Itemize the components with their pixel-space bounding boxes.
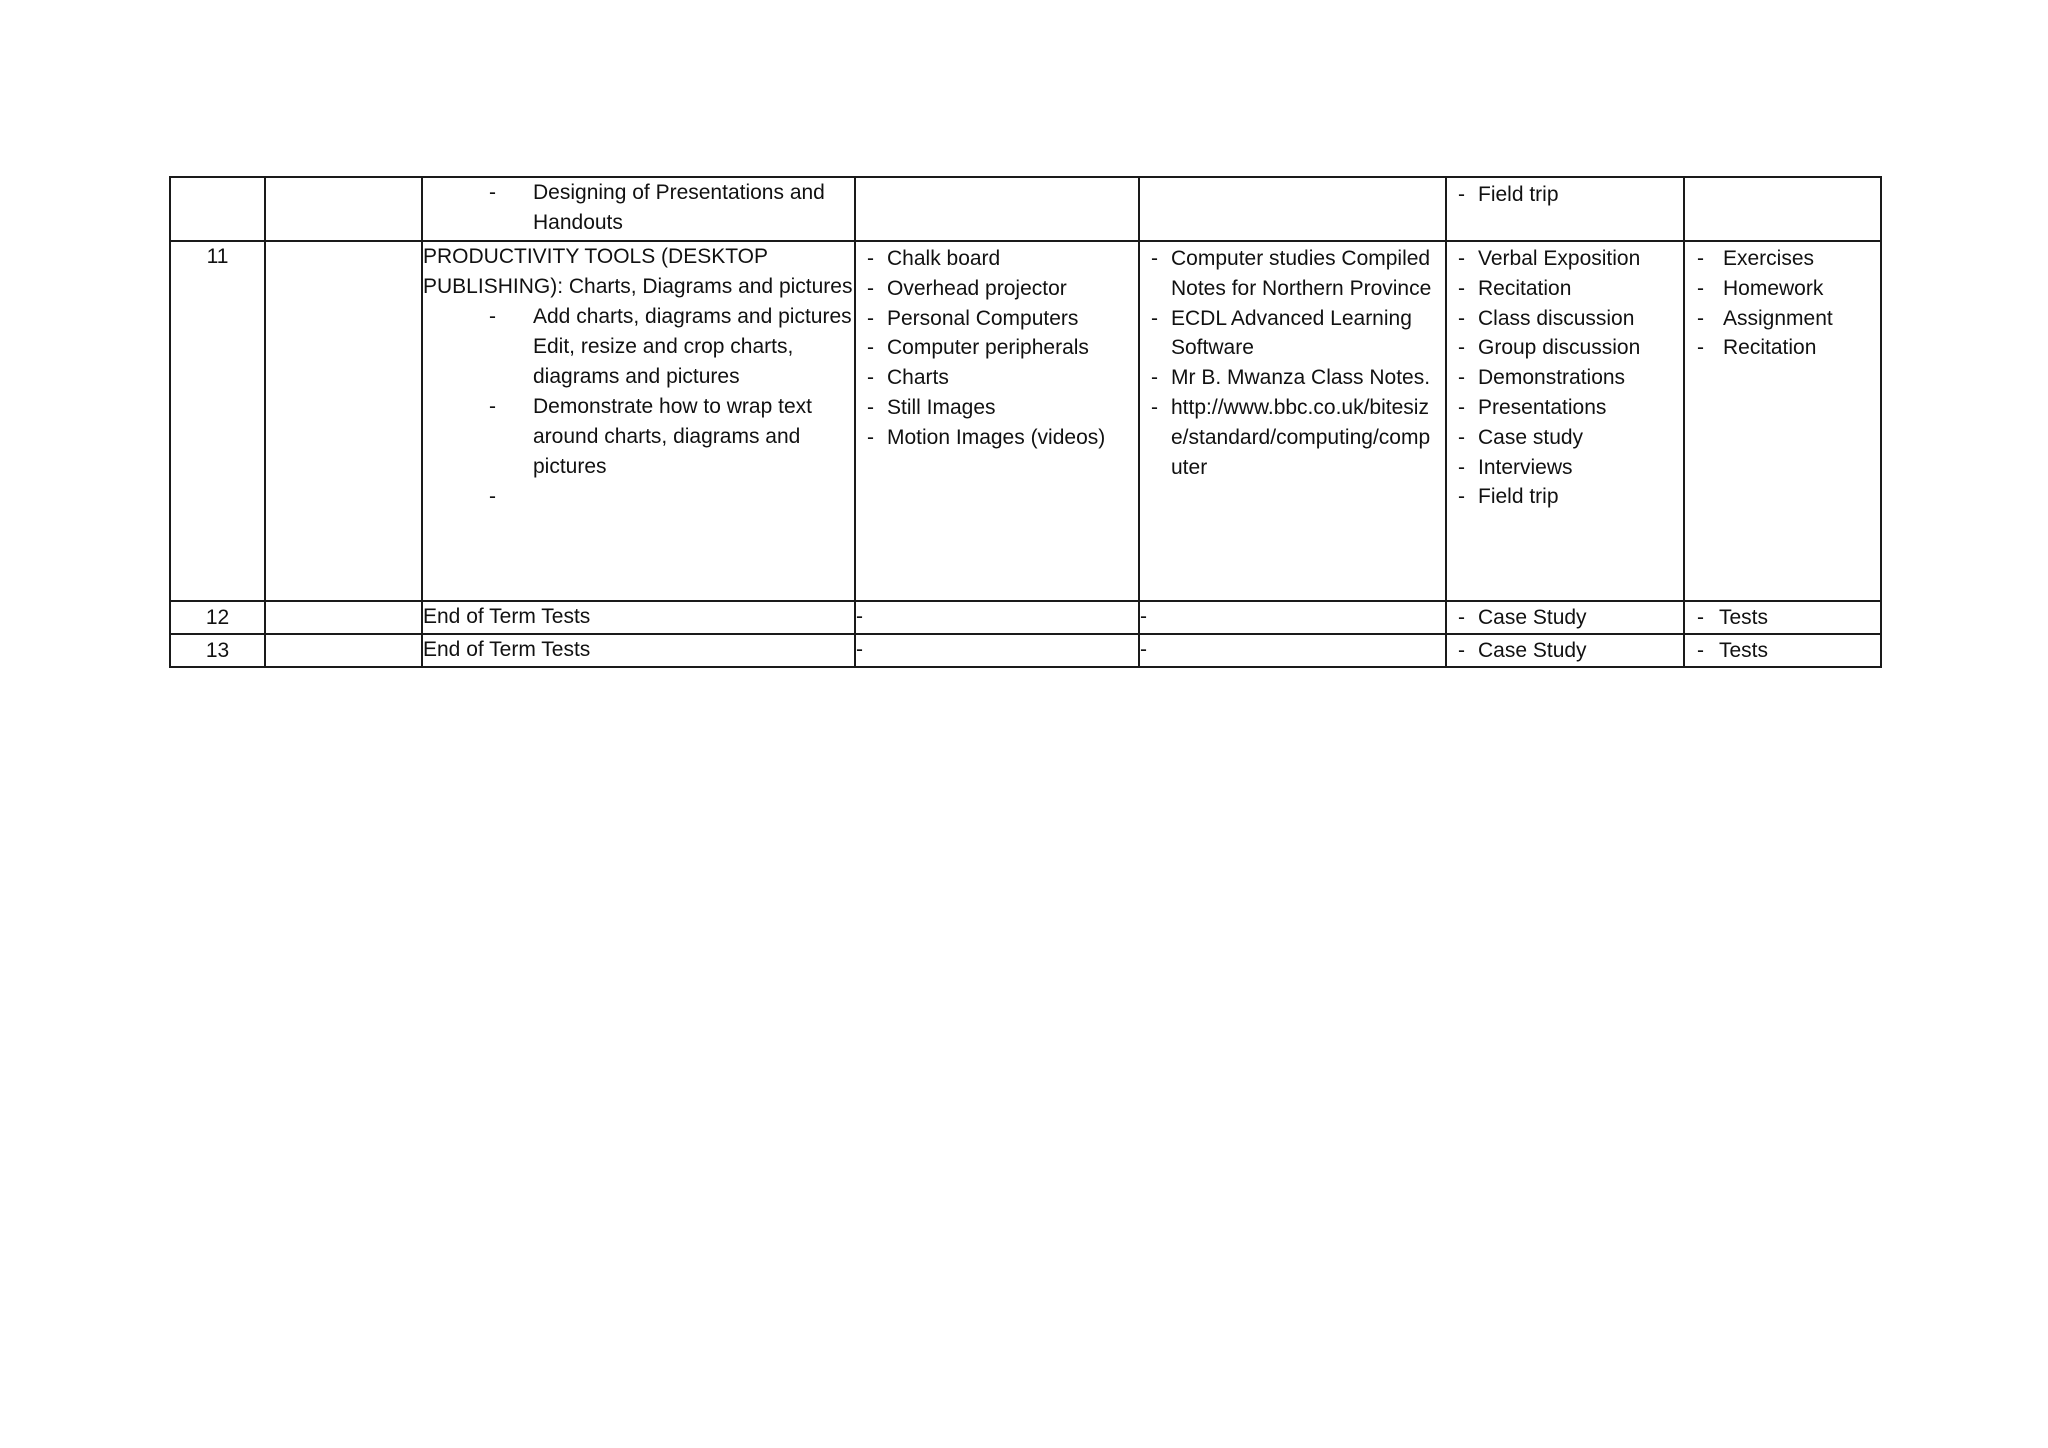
list-item-text: Demonstrations <box>1478 366 1626 390</box>
dash-bullet: - <box>489 181 496 204</box>
list-item <box>1458 423 1675 453</box>
subtopic-text: Add charts, diagrams and pictures Edit, resize and crop charts, diagrams and pictures <box>533 305 852 388</box>
list-item <box>1151 304 1437 364</box>
methods-list <box>1447 242 1683 512</box>
dash-bullet: - <box>1151 306 1158 330</box>
list-item-text: Tests <box>1719 639 1769 662</box>
list-item <box>867 393 1130 423</box>
list-item-text: Verbal Exposition <box>1478 247 1641 270</box>
dash-bullet: - <box>867 395 874 419</box>
dash-bullet: - <box>1458 395 1465 419</box>
list-item <box>867 423 1130 453</box>
dash-bullet: - <box>489 395 496 418</box>
subtopic-item <box>423 302 854 392</box>
dash-bullet: - <box>1151 247 1158 270</box>
references-cell: - <box>1139 601 1446 634</box>
list-item-text: Personal Computers <box>887 306 1079 330</box>
list-item-text: Case Study <box>1478 639 1587 662</box>
date-cell <box>265 241 422 601</box>
list-item-text: Case study <box>1478 425 1584 449</box>
methods-cell <box>1446 601 1684 634</box>
week-cell: 13 <box>170 634 265 667</box>
teaching-aids-cell: - <box>855 601 1139 634</box>
dash-bullet: - <box>1697 247 1704 270</box>
list-item <box>1151 363 1437 393</box>
table-row <box>170 241 1881 601</box>
dash-bullet: - <box>867 425 874 449</box>
subtopic-text: Designing of Presentations and Handouts <box>533 181 825 234</box>
methods-list <box>1447 635 1683 666</box>
list-item-text: Charts <box>887 366 949 390</box>
list-item <box>1458 453 1675 483</box>
list-item <box>1697 244 1872 274</box>
assessment-cell <box>1684 601 1881 634</box>
list-item <box>1458 363 1675 393</box>
references-cell <box>1139 241 1446 601</box>
week-cell <box>170 177 265 241</box>
subtopic-list <box>423 302 854 512</box>
dash-bullet: - <box>1458 336 1465 360</box>
list-item <box>1697 636 1872 666</box>
subtopic-text <box>533 485 539 508</box>
assessment-cell <box>1684 241 1881 601</box>
list-item-text: Chalk board <box>887 247 1001 270</box>
dash-bullet: - <box>1458 306 1465 330</box>
methods-cell <box>1446 177 1684 241</box>
date-cell <box>265 601 422 634</box>
list-item <box>867 363 1130 393</box>
list-item <box>1458 333 1675 363</box>
list-item <box>1151 244 1437 304</box>
list-item <box>1458 274 1675 304</box>
list-item <box>1458 393 1675 423</box>
list-item-text: Mr B. Mwanza Class Notes. <box>1171 366 1431 390</box>
dash-bullet: - <box>1458 366 1465 390</box>
dash-bullet: - <box>489 485 496 508</box>
teaching-aids-cell <box>855 241 1139 601</box>
list-item <box>1458 180 1675 210</box>
assessment-cell <box>1684 634 1881 667</box>
list-item <box>867 244 1130 274</box>
subtopic-list <box>423 178 854 238</box>
table-row <box>170 634 1881 667</box>
subtopic-item <box>423 178 854 238</box>
teaching-aids-list <box>856 242 1138 453</box>
dash-bullet: - <box>1151 366 1158 390</box>
table-row <box>170 601 1881 634</box>
list-item-text: Exercises <box>1723 247 1815 270</box>
list-item-text: Recitation <box>1478 276 1572 300</box>
list-item <box>1151 393 1437 482</box>
assessment-list <box>1685 242 1880 363</box>
references-list <box>1140 242 1445 482</box>
dash-bullet: - <box>1697 306 1704 330</box>
reference-link[interactable]: http://www.bbc.co.uk/bitesize/standard/computing/computer <box>1171 395 1431 479</box>
dash-bullet: - <box>1697 639 1704 662</box>
assessment-list <box>1685 635 1880 666</box>
teaching-aids-cell <box>855 177 1139 241</box>
methods-list <box>1447 178 1683 210</box>
methods-cell <box>1446 634 1684 667</box>
dash-bullet: - <box>1697 276 1704 300</box>
assessment-cell <box>1684 177 1881 241</box>
list-item <box>1458 304 1675 334</box>
topic-cell: End of Term Tests <box>422 634 855 667</box>
dash-bullet: - <box>867 336 874 360</box>
list-item-text: Recitation <box>1723 336 1817 360</box>
date-cell <box>265 177 422 241</box>
topic-heading: PRODUCTIVITY TOOLS (DESKTOP PUBLISHING): Charts, Diagrams and pictures <box>423 245 853 298</box>
subtopic-text: Demonstrate how to wrap text around charts, diagrams and pictures <box>533 395 812 478</box>
date-cell <box>265 634 422 667</box>
dash-bullet: - <box>1458 606 1465 629</box>
list-item-text: Field trip <box>1478 485 1559 509</box>
dash-bullet: - <box>1458 276 1465 300</box>
list-item-text: Computer studies Compiled Notes for Northern Province <box>1171 247 1432 300</box>
week-cell: 12 <box>170 601 265 634</box>
list-item-text: Group discussion <box>1478 336 1641 360</box>
list-item-text: Field trip <box>1478 183 1559 206</box>
methods-list <box>1447 602 1683 633</box>
dash-bullet: - <box>1458 183 1465 206</box>
subtopic-item <box>423 482 854 512</box>
dash-bullet: - <box>1458 455 1465 479</box>
list-item-text: Class discussion <box>1478 306 1635 330</box>
list-item-text: ECDL Advanced Learning Software <box>1171 306 1412 360</box>
dash-bullet: - <box>1458 639 1465 662</box>
list-item <box>1697 333 1872 363</box>
scheme-of-work-table <box>169 176 1882 668</box>
dash-bullet: - <box>1151 395 1158 419</box>
dash-bullet: - <box>867 276 874 300</box>
list-item-text: Still Images <box>887 395 996 419</box>
list-item <box>867 333 1130 363</box>
dash-bullet: - <box>1458 425 1465 449</box>
table-row <box>170 177 1881 241</box>
topic-cell <box>422 177 855 241</box>
list-item <box>1458 636 1675 666</box>
references-cell: - <box>1139 634 1446 667</box>
dash-bullet: - <box>1697 336 1704 360</box>
list-item <box>1458 482 1675 512</box>
list-item-text: Tests <box>1719 606 1769 629</box>
assessment-list <box>1685 602 1880 633</box>
list-item-text: Motion Images (videos) <box>887 425 1106 449</box>
list-item-text: Assignment <box>1723 306 1833 330</box>
list-item <box>1458 603 1675 633</box>
list-item-text: Overhead projector <box>887 276 1067 300</box>
dash-bullet: - <box>1458 485 1465 509</box>
topic-cell: End of Term Tests <box>422 601 855 634</box>
list-item <box>1697 274 1872 304</box>
list-item <box>867 274 1130 304</box>
topic-cell <box>422 241 855 601</box>
dash-bullet: - <box>1697 606 1704 629</box>
list-item <box>1697 603 1872 633</box>
list-item <box>867 304 1130 334</box>
list-item-text: Computer peripherals <box>887 336 1089 360</box>
dash-bullet: - <box>489 305 496 328</box>
list-item <box>1458 244 1675 274</box>
teaching-aids-cell: - <box>855 634 1139 667</box>
list-item <box>1697 304 1872 334</box>
subtopic-item <box>423 392 854 482</box>
list-item-text: Case Study <box>1478 606 1587 629</box>
dash-bullet: - <box>867 306 874 330</box>
dash-bullet: - <box>867 247 874 270</box>
list-item-text: Presentations <box>1478 395 1607 419</box>
methods-cell <box>1446 241 1684 601</box>
dash-bullet: - <box>867 366 874 390</box>
references-cell <box>1139 177 1446 241</box>
list-item-text: Interviews <box>1478 455 1573 479</box>
list-item-text: Homework <box>1723 276 1824 300</box>
week-cell: 11 <box>170 241 265 601</box>
dash-bullet: - <box>1458 247 1465 270</box>
